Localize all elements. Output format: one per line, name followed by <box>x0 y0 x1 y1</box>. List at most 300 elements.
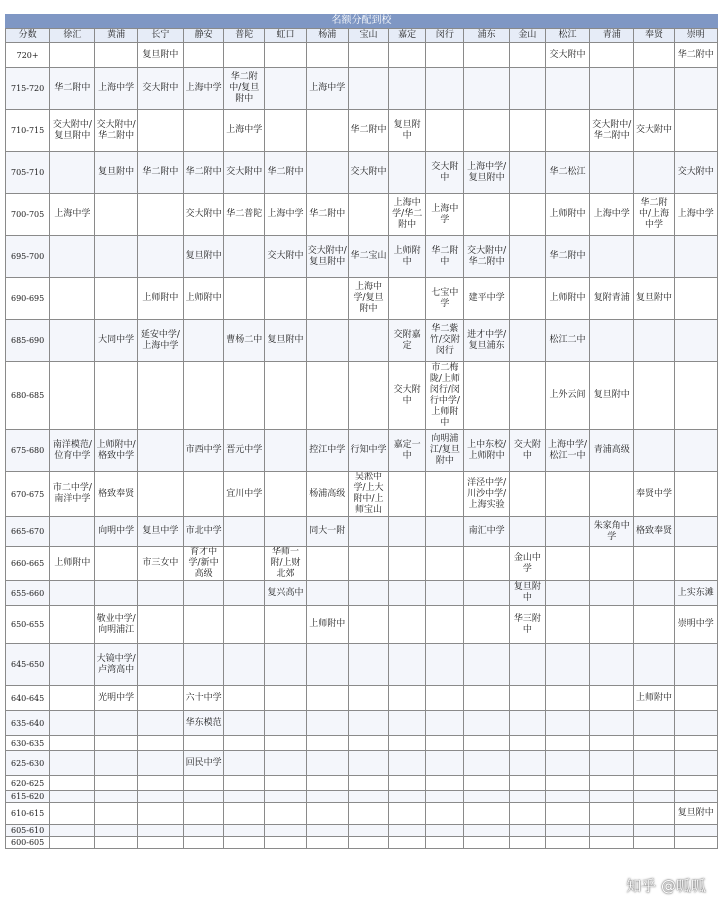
school-cell <box>348 644 388 686</box>
school-cell <box>183 644 223 686</box>
school-cell <box>137 362 183 430</box>
school-cell: 南洋模范/位育中学 <box>50 430 95 472</box>
table-row <box>6 581 718 606</box>
school-cell <box>50 776 95 791</box>
school-cell <box>426 791 464 803</box>
school-cell <box>634 776 674 791</box>
school-cell <box>464 803 509 825</box>
table-row <box>6 736 718 751</box>
school-cell <box>183 776 223 791</box>
school-cell <box>590 236 634 278</box>
school-cell <box>674 711 717 736</box>
school-cell: 上中东校/上师附中 <box>464 430 509 472</box>
school-cell: 交大附中 <box>674 152 717 194</box>
school-cell: 复旦附中 <box>674 803 717 825</box>
school-cell <box>265 606 306 644</box>
school-cell <box>674 776 717 791</box>
school-cell <box>464 825 509 837</box>
table-row <box>6 320 718 362</box>
school-cell <box>509 320 545 362</box>
school-cell: 朱家角中学 <box>590 517 634 547</box>
school-cell <box>306 791 348 803</box>
score-range: 635-640 <box>6 711 50 736</box>
table-row <box>6 803 718 825</box>
score-range: 600-605 <box>6 837 50 849</box>
school-cell: 上师附中 <box>183 278 223 320</box>
header-district: 奉贤 <box>634 29 674 43</box>
school-cell <box>426 686 464 711</box>
school-cell: 复旦附中 <box>183 236 223 278</box>
school-cell: 华二附中/上海中学 <box>634 194 674 236</box>
school-cell: 华二宝山 <box>348 236 388 278</box>
school-cell <box>95 547 137 581</box>
school-cell: 上海中学 <box>50 194 95 236</box>
school-cell: 宜川中学 <box>224 472 265 517</box>
school-cell <box>545 472 589 517</box>
school-cell <box>224 736 265 751</box>
school-cell <box>545 547 589 581</box>
school-cell <box>634 547 674 581</box>
table-row <box>6 547 718 581</box>
score-range: 650-655 <box>6 606 50 644</box>
school-cell: 上海中学 <box>265 194 306 236</box>
school-cell <box>95 751 137 776</box>
school-cell <box>224 43 265 68</box>
school-cell <box>95 711 137 736</box>
school-cell: 格致奉贤 <box>95 472 137 517</box>
school-cell <box>389 644 426 686</box>
school-cell <box>674 644 717 686</box>
school-cell <box>265 736 306 751</box>
school-cell: 华二附中 <box>50 68 95 110</box>
school-cell <box>265 644 306 686</box>
school-cell <box>348 776 388 791</box>
school-cell <box>50 837 95 849</box>
school-cell <box>590 68 634 110</box>
score-range: 665-670 <box>6 517 50 547</box>
school-cell <box>224 606 265 644</box>
school-cell: 上师附中 <box>306 606 348 644</box>
school-cell <box>509 736 545 751</box>
school-cell <box>183 43 223 68</box>
score-range: 655-660 <box>6 581 50 606</box>
school-cell <box>137 736 183 751</box>
school-cell <box>50 825 95 837</box>
score-range: 660-665 <box>6 547 50 581</box>
score-range: 605-610 <box>6 825 50 837</box>
school-cell <box>674 68 717 110</box>
school-cell: 华二附中 <box>426 236 464 278</box>
school-cell: 复旦附中 <box>389 110 426 152</box>
school-cell: 交大附中 <box>545 43 589 68</box>
school-cell: 晋元中学 <box>224 430 265 472</box>
header-district: 杨浦 <box>306 29 348 43</box>
school-cell: 建平中学 <box>464 278 509 320</box>
school-cell: 延安中学/上海中学 <box>137 320 183 362</box>
school-cell <box>509 776 545 791</box>
school-cell <box>426 110 464 152</box>
school-cell <box>306 776 348 791</box>
school-cell <box>224 362 265 430</box>
school-cell <box>348 68 388 110</box>
school-cell: 华二普陀 <box>224 194 265 236</box>
table-row <box>6 430 718 472</box>
header-district: 松江 <box>545 29 589 43</box>
school-cell <box>348 791 388 803</box>
school-cell: 曹杨二中 <box>224 320 265 362</box>
school-cell <box>306 43 348 68</box>
school-cell <box>224 803 265 825</box>
school-cell <box>634 581 674 606</box>
school-cell <box>137 236 183 278</box>
school-cell <box>183 362 223 430</box>
school-cell <box>590 711 634 736</box>
school-cell <box>389 547 426 581</box>
school-cell <box>545 776 589 791</box>
school-cell <box>545 606 589 644</box>
school-cell <box>95 236 137 278</box>
header-district: 崇明 <box>674 29 717 43</box>
school-cell <box>545 644 589 686</box>
score-range: 640-645 <box>6 686 50 711</box>
school-cell: 交大附中/华二附中 <box>95 110 137 152</box>
table-row <box>6 236 718 278</box>
school-cell <box>95 803 137 825</box>
school-cell <box>50 43 95 68</box>
school-cell <box>265 803 306 825</box>
school-cell <box>265 110 306 152</box>
school-cell <box>306 320 348 362</box>
school-cell: 行知中学 <box>348 430 388 472</box>
school-cell <box>464 606 509 644</box>
school-cell <box>137 825 183 837</box>
school-cell <box>348 362 388 430</box>
school-cell <box>509 644 545 686</box>
school-cell <box>545 791 589 803</box>
school-cell: 上海中学 <box>95 68 137 110</box>
school-cell <box>348 517 388 547</box>
school-cell <box>50 606 95 644</box>
school-cell <box>224 517 265 547</box>
school-cell: 嘉定一中 <box>389 430 426 472</box>
school-cell <box>464 736 509 751</box>
school-cell <box>265 776 306 791</box>
school-cell <box>389 711 426 736</box>
school-cell: 上海中学 <box>426 194 464 236</box>
school-cell <box>464 776 509 791</box>
school-cell <box>265 825 306 837</box>
school-cell: 进才中学/复旦浦东 <box>464 320 509 362</box>
school-cell <box>426 751 464 776</box>
school-cell <box>348 43 388 68</box>
school-cell <box>348 581 388 606</box>
school-cell: 大镜中学/卢湾高中 <box>95 644 137 686</box>
school-cell <box>137 194 183 236</box>
school-cell: 上实东滩 <box>674 581 717 606</box>
school-cell <box>183 320 223 362</box>
school-cell <box>389 776 426 791</box>
header-district: 宝山 <box>348 29 388 43</box>
school-cell <box>389 751 426 776</box>
school-cell: 华师一附/上财北郊 <box>265 547 306 581</box>
school-cell <box>545 837 589 849</box>
school-cell <box>348 686 388 711</box>
school-cell: 敬业中学/向明浦江 <box>95 606 137 644</box>
school-cell: 松江二中 <box>545 320 589 362</box>
school-cell: 上海中学/松江一中 <box>545 430 589 472</box>
school-cell <box>464 362 509 430</box>
school-cell: 华二附中 <box>674 43 717 68</box>
table-row <box>6 751 718 776</box>
school-cell <box>389 686 426 711</box>
school-cell: 华二附中 <box>545 236 589 278</box>
school-cell <box>50 362 95 430</box>
school-cell <box>634 236 674 278</box>
school-cell <box>137 837 183 849</box>
school-cell <box>545 68 589 110</box>
school-cell: 上师附中 <box>634 686 674 711</box>
school-cell <box>137 110 183 152</box>
school-cell <box>224 278 265 320</box>
school-cell <box>590 686 634 711</box>
school-cell <box>634 644 674 686</box>
table-row <box>6 686 718 711</box>
school-cell <box>590 791 634 803</box>
school-cell <box>306 581 348 606</box>
school-cell <box>426 711 464 736</box>
school-cell <box>95 362 137 430</box>
school-cell <box>545 736 589 751</box>
header-district: 普陀 <box>224 29 265 43</box>
school-cell <box>348 825 388 837</box>
school-cell <box>265 430 306 472</box>
school-cell <box>634 606 674 644</box>
school-cell <box>674 791 717 803</box>
school-cell: 交大附中/复旦附中 <box>50 110 95 152</box>
school-cell: 交大附中 <box>389 362 426 430</box>
school-cell: 上外云间 <box>545 362 589 430</box>
school-cell: 同大一附 <box>306 517 348 547</box>
school-cell: 上师附中 <box>545 194 589 236</box>
school-cell <box>224 711 265 736</box>
header-district: 徐汇 <box>50 29 95 43</box>
school-cell <box>545 110 589 152</box>
school-cell <box>224 644 265 686</box>
school-cell: 大同中学 <box>95 320 137 362</box>
school-cell: 交大附中 <box>509 430 545 472</box>
school-cell <box>265 43 306 68</box>
school-cell <box>545 803 589 825</box>
school-cell: 上师附中 <box>545 278 589 320</box>
table-row <box>6 362 718 430</box>
school-cell: 交大附中 <box>137 68 183 110</box>
school-cell <box>389 517 426 547</box>
school-cell <box>183 837 223 849</box>
school-cell: 交大附中 <box>265 236 306 278</box>
school-cell: 育才中学/新中高级 <box>183 547 223 581</box>
school-cell: 上师附中 <box>50 547 95 581</box>
school-cell <box>674 278 717 320</box>
school-cell <box>95 791 137 803</box>
school-cell <box>306 803 348 825</box>
school-cell <box>464 581 509 606</box>
score-range: 675-680 <box>6 430 50 472</box>
school-cell <box>634 751 674 776</box>
school-cell <box>348 803 388 825</box>
school-cell <box>306 751 348 776</box>
school-cell <box>545 711 589 736</box>
table-title: 名额分配到校 <box>5 14 718 28</box>
school-cell <box>634 362 674 430</box>
school-cell: 市北中学 <box>183 517 223 547</box>
score-range: 610-615 <box>6 803 50 825</box>
watermark-text: 知乎 @呱呱 <box>626 877 706 895</box>
school-cell <box>389 43 426 68</box>
school-cell <box>50 736 95 751</box>
school-cell <box>590 803 634 825</box>
school-cell <box>95 776 137 791</box>
school-cell <box>50 581 95 606</box>
school-cell <box>348 751 388 776</box>
school-cell <box>50 686 95 711</box>
school-cell <box>389 803 426 825</box>
school-cell <box>183 791 223 803</box>
school-cell <box>389 736 426 751</box>
school-cell <box>224 236 265 278</box>
school-cell: 光明中学 <box>95 686 137 711</box>
school-cell <box>389 278 426 320</box>
school-cell <box>50 644 95 686</box>
school-cell: 崇明中学 <box>674 606 717 644</box>
school-cell: 奉贤中学 <box>634 472 674 517</box>
school-cell <box>674 686 717 711</box>
school-cell <box>509 278 545 320</box>
school-cell <box>137 791 183 803</box>
school-cell: 市三女中 <box>137 547 183 581</box>
school-cell <box>674 472 717 517</box>
school-cell <box>674 320 717 362</box>
school-cell <box>265 362 306 430</box>
school-cell: 华二附中 <box>183 152 223 194</box>
school-cell: 复旦附中 <box>137 43 183 68</box>
school-cell <box>426 43 464 68</box>
table-row <box>6 837 718 849</box>
school-cell <box>674 825 717 837</box>
header-district: 青浦 <box>590 29 634 43</box>
school-cell <box>426 472 464 517</box>
score-range: 690-695 <box>6 278 50 320</box>
school-cell <box>389 791 426 803</box>
school-cell <box>509 686 545 711</box>
school-cell: 华二附中/复旦附中 <box>224 68 265 110</box>
school-cell <box>389 472 426 517</box>
school-cell <box>137 606 183 644</box>
school-cell <box>426 606 464 644</box>
score-range: 670-675 <box>6 472 50 517</box>
school-cell: 华二紫竹/交附闵行 <box>426 320 464 362</box>
score-range: 645-650 <box>6 644 50 686</box>
school-cell: 向明浦江/复旦附中 <box>426 430 464 472</box>
score-range: 625-630 <box>6 751 50 776</box>
school-cell <box>137 751 183 776</box>
school-cell: 七宝中学 <box>426 278 464 320</box>
school-cell <box>674 751 717 776</box>
school-cell: 上师附中/格致中学 <box>95 430 137 472</box>
school-cell <box>306 110 348 152</box>
school-cell: 华三附中 <box>509 606 545 644</box>
school-cell <box>464 791 509 803</box>
table-row <box>6 152 718 194</box>
school-cell <box>590 825 634 837</box>
table-row <box>6 43 718 68</box>
school-cell: 华二松江 <box>545 152 589 194</box>
school-cell <box>509 68 545 110</box>
school-cell <box>183 606 223 644</box>
school-cell <box>50 320 95 362</box>
score-range: 720+ <box>6 43 50 68</box>
school-cell: 金山中学 <box>509 547 545 581</box>
school-cell: 上海中学/复旦附中 <box>464 152 509 194</box>
school-cell: 吴淞中学/上大附中/上师宝山 <box>348 472 388 517</box>
score-range: 700-705 <box>6 194 50 236</box>
table-row <box>6 68 718 110</box>
table-row <box>6 644 718 686</box>
school-cell <box>95 736 137 751</box>
school-cell: 华二附中 <box>137 152 183 194</box>
header-district: 金山 <box>509 29 545 43</box>
school-cell <box>590 736 634 751</box>
school-cell <box>509 236 545 278</box>
table-row <box>6 278 718 320</box>
school-cell <box>464 547 509 581</box>
school-cell: 上师附中 <box>389 236 426 278</box>
header-district: 浦东 <box>464 29 509 43</box>
header-district: 闵行 <box>426 29 464 43</box>
school-cell <box>464 194 509 236</box>
school-cell <box>183 736 223 751</box>
school-cell <box>265 278 306 320</box>
school-cell: 华二附中 <box>306 194 348 236</box>
school-cell <box>634 152 674 194</box>
school-cell <box>389 825 426 837</box>
school-cell: 交附嘉定 <box>389 320 426 362</box>
school-cell: 回民中学 <box>183 751 223 776</box>
school-cell <box>426 547 464 581</box>
header-score: 分数 <box>6 29 50 43</box>
table-row <box>6 472 718 517</box>
school-cell: 华二附中 <box>348 110 388 152</box>
school-cell <box>224 791 265 803</box>
school-cell <box>634 736 674 751</box>
school-cell <box>590 837 634 849</box>
school-cell: 交大附中 <box>348 152 388 194</box>
school-cell: 市二梅陇/上师闵行/闵行中学/上师附中 <box>426 362 464 430</box>
school-cell <box>509 825 545 837</box>
school-cell <box>137 776 183 791</box>
school-cell <box>183 803 223 825</box>
school-cell: 南汇中学 <box>464 517 509 547</box>
school-cell <box>464 644 509 686</box>
school-cell: 上海中学/华二附中 <box>389 194 426 236</box>
school-cell <box>464 110 509 152</box>
school-cell <box>464 686 509 711</box>
school-cell <box>590 152 634 194</box>
school-cell <box>590 581 634 606</box>
school-cell <box>509 751 545 776</box>
school-cell <box>95 43 137 68</box>
school-cell: 上海中学 <box>306 68 348 110</box>
school-cell: 市西中学 <box>183 430 223 472</box>
